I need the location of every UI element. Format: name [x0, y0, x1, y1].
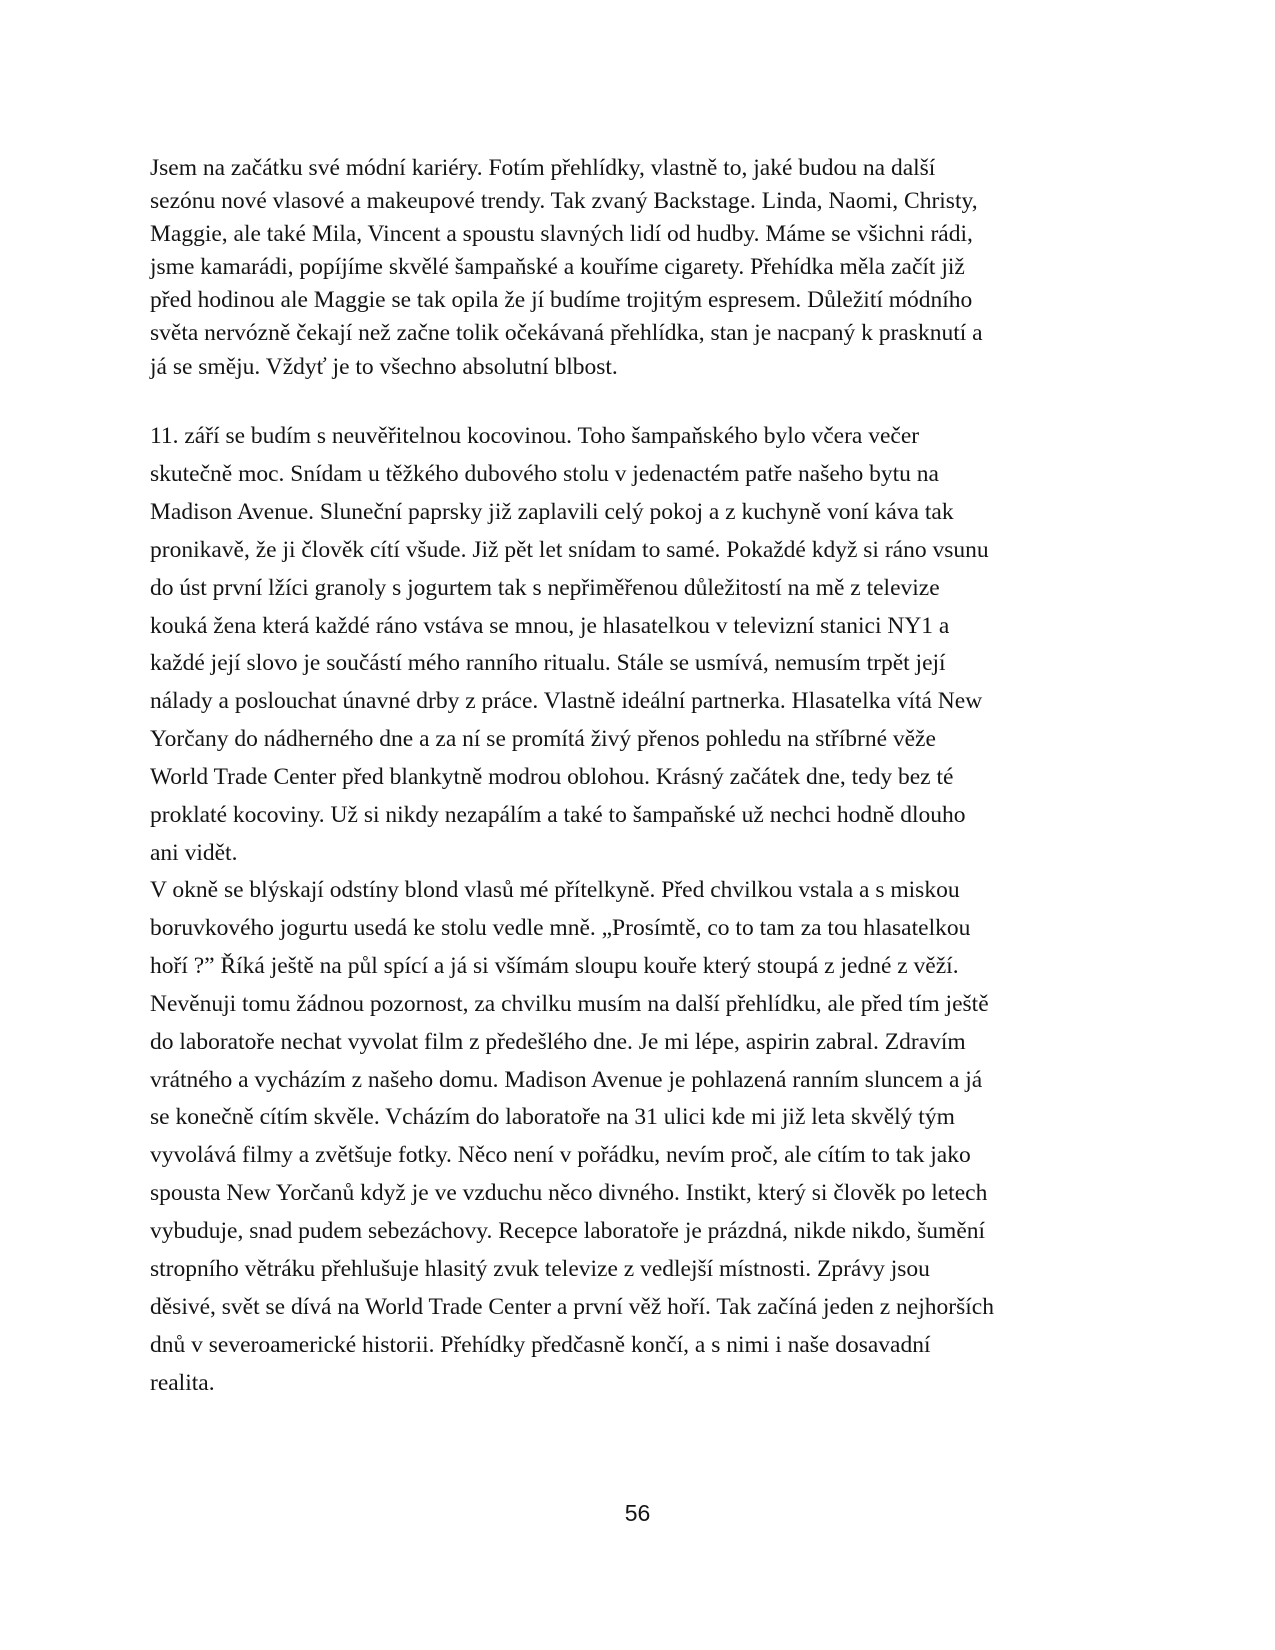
- text-line: Madison Avenue. Sluneční paprsky již zaplavili celý pokoj a z kuchyně voní káva tak: [150, 498, 954, 525]
- text-line: dnů v severoamerické historii. Přehídky předčasně končí, a s nimi i naše dosavadní: [150, 1331, 931, 1358]
- text-line: proklaté kocoviny. Už si nikdy nezapálím a také to šampaňské už nechci hodně dlouho: [150, 802, 966, 829]
- text-line: pronikavě, že ji člověk cítí všude. Již pět let snídam to samé. Pokaždé když si ráno vsunu: [150, 536, 989, 563]
- text-line: do laboratoře nechat vyvolat film z předešlého dne. Je mi lépe, aspirin zabral. Zdravím: [150, 1028, 966, 1055]
- text-line: stropního větráku přehlušuje hlasitý zvuk televize z vedlejší místnosti. Zprávy jsou: [150, 1256, 930, 1283]
- text-line: ani vidět.: [150, 839, 238, 866]
- text-line: nálady a poslouchat únavné drby z práce. Vlastně ideální partnerka. Hlasatelka vítá New: [150, 688, 983, 715]
- text-line: Yorčany do nádherného dne a za ní se promítá živý přenos pohledu na stříbrné věže: [150, 726, 936, 753]
- text-line: každé její slovo je součástí mého ranního ritualu. Stále se usmívá, nemusím trpět její: [150, 650, 946, 677]
- paragraph-3: [150, 872, 994, 1403]
- text-line: vybuduje, snad pudem sebezáchovy. Recepce laboratoře je prázdná, nikde nikdo, šumění: [150, 1218, 986, 1245]
- text-line: se konečně cítím skvěle. Vcházím do laboratoře na 31 ulici kde mi již leta skvělý tým: [150, 1104, 955, 1131]
- text-line: boruvkového jogurtu usedá ke stolu vedle mně. „Prosímtě, co to tam za tou hlasatelkou: [150, 914, 971, 941]
- text-line: realita.: [150, 1369, 215, 1396]
- text-line: jsme kamarádi, popíjíme skvělé šampaňské a kouříme cigarety. Přehídka měla začít již: [150, 254, 965, 281]
- text-line: skutečně moc. Snídam u těžkého dubového stolu v jedenactém patře našeho bytu na: [150, 460, 939, 487]
- paragraph-2: [150, 418, 989, 873]
- text-line: World Trade Center před blankytně modrou oblohou. Krásný začátek dne, tedy bez té: [150, 764, 954, 791]
- text-line: Maggie, ale také Mila, Vincent a spoustu slavných lidí od hudby. Máme se všichni rádi,: [150, 221, 973, 248]
- page-number: 56: [624, 1500, 651, 1526]
- text-line: hoří ?” Říká ještě na půl spící a já si všímám sloupu kouře který stoupá z jedné z věží.: [150, 952, 959, 979]
- text-line: vrátného a vycházím z našeho domu. Madison Avenue je pohlazená ranním sluncem a já: [150, 1066, 983, 1093]
- text-line: děsivé, svět se dívá na World Trade Center a první věž hoří. Tak začíná jeden z nejhorších: [150, 1293, 994, 1320]
- text-line: vyvolává filmy a zvětšuje fotky. Něco není v pořádku, nevím proč, ale cítím to tak jako: [150, 1142, 971, 1169]
- text-line: spousta New Yorčanů když je ve vzduchu něco divného. Instikt, který si člověk po letech: [150, 1180, 988, 1207]
- text-line: Nevěnuji tomu žádnou pozornost, za chvilku musím na další přehlídku, ale před tím ještě: [150, 990, 989, 1017]
- text-line: světa nervózně čekají než začne tolik očekávaná přehlídka, stan je nacpaný k prasknutí a: [150, 320, 983, 347]
- text-line: do úst první lžíci granoly s jogurtem tak s nepřiměřenou důležitostí na mě z televize: [150, 574, 940, 601]
- text-line: před hodinou ale Maggie se tak opila že jí budíme trojitým espresem. Důležití módního: [150, 287, 973, 314]
- text-line: V okně se blýskají odstíny blond vlasů mé přítelkyně. Před chvilkou vstala a s miskou: [150, 877, 960, 903]
- text-line: kouká žena která každé ráno vstáva se mnou, je hlasatelkou v televizní stanici NY1 a: [150, 612, 950, 639]
- text-line: já se směju. Vždyť je to všechno absolutní blbost.: [150, 353, 618, 380]
- text-line: Jsem na začátku své módní kariéry. Fotím přehlídky, vlastně to, jaké budou na další: [150, 155, 936, 181]
- text-line: sezónu nové vlasové a makeupové trendy. Tak zvaný Backstage. Linda, Naomi, Christy,: [150, 188, 978, 215]
- text-line: 11. září se budím s neuvěřitelnou kocovinou. Toho šampaňského bylo včera večer: [150, 423, 920, 449]
- paragraph-1: [150, 152, 983, 384]
